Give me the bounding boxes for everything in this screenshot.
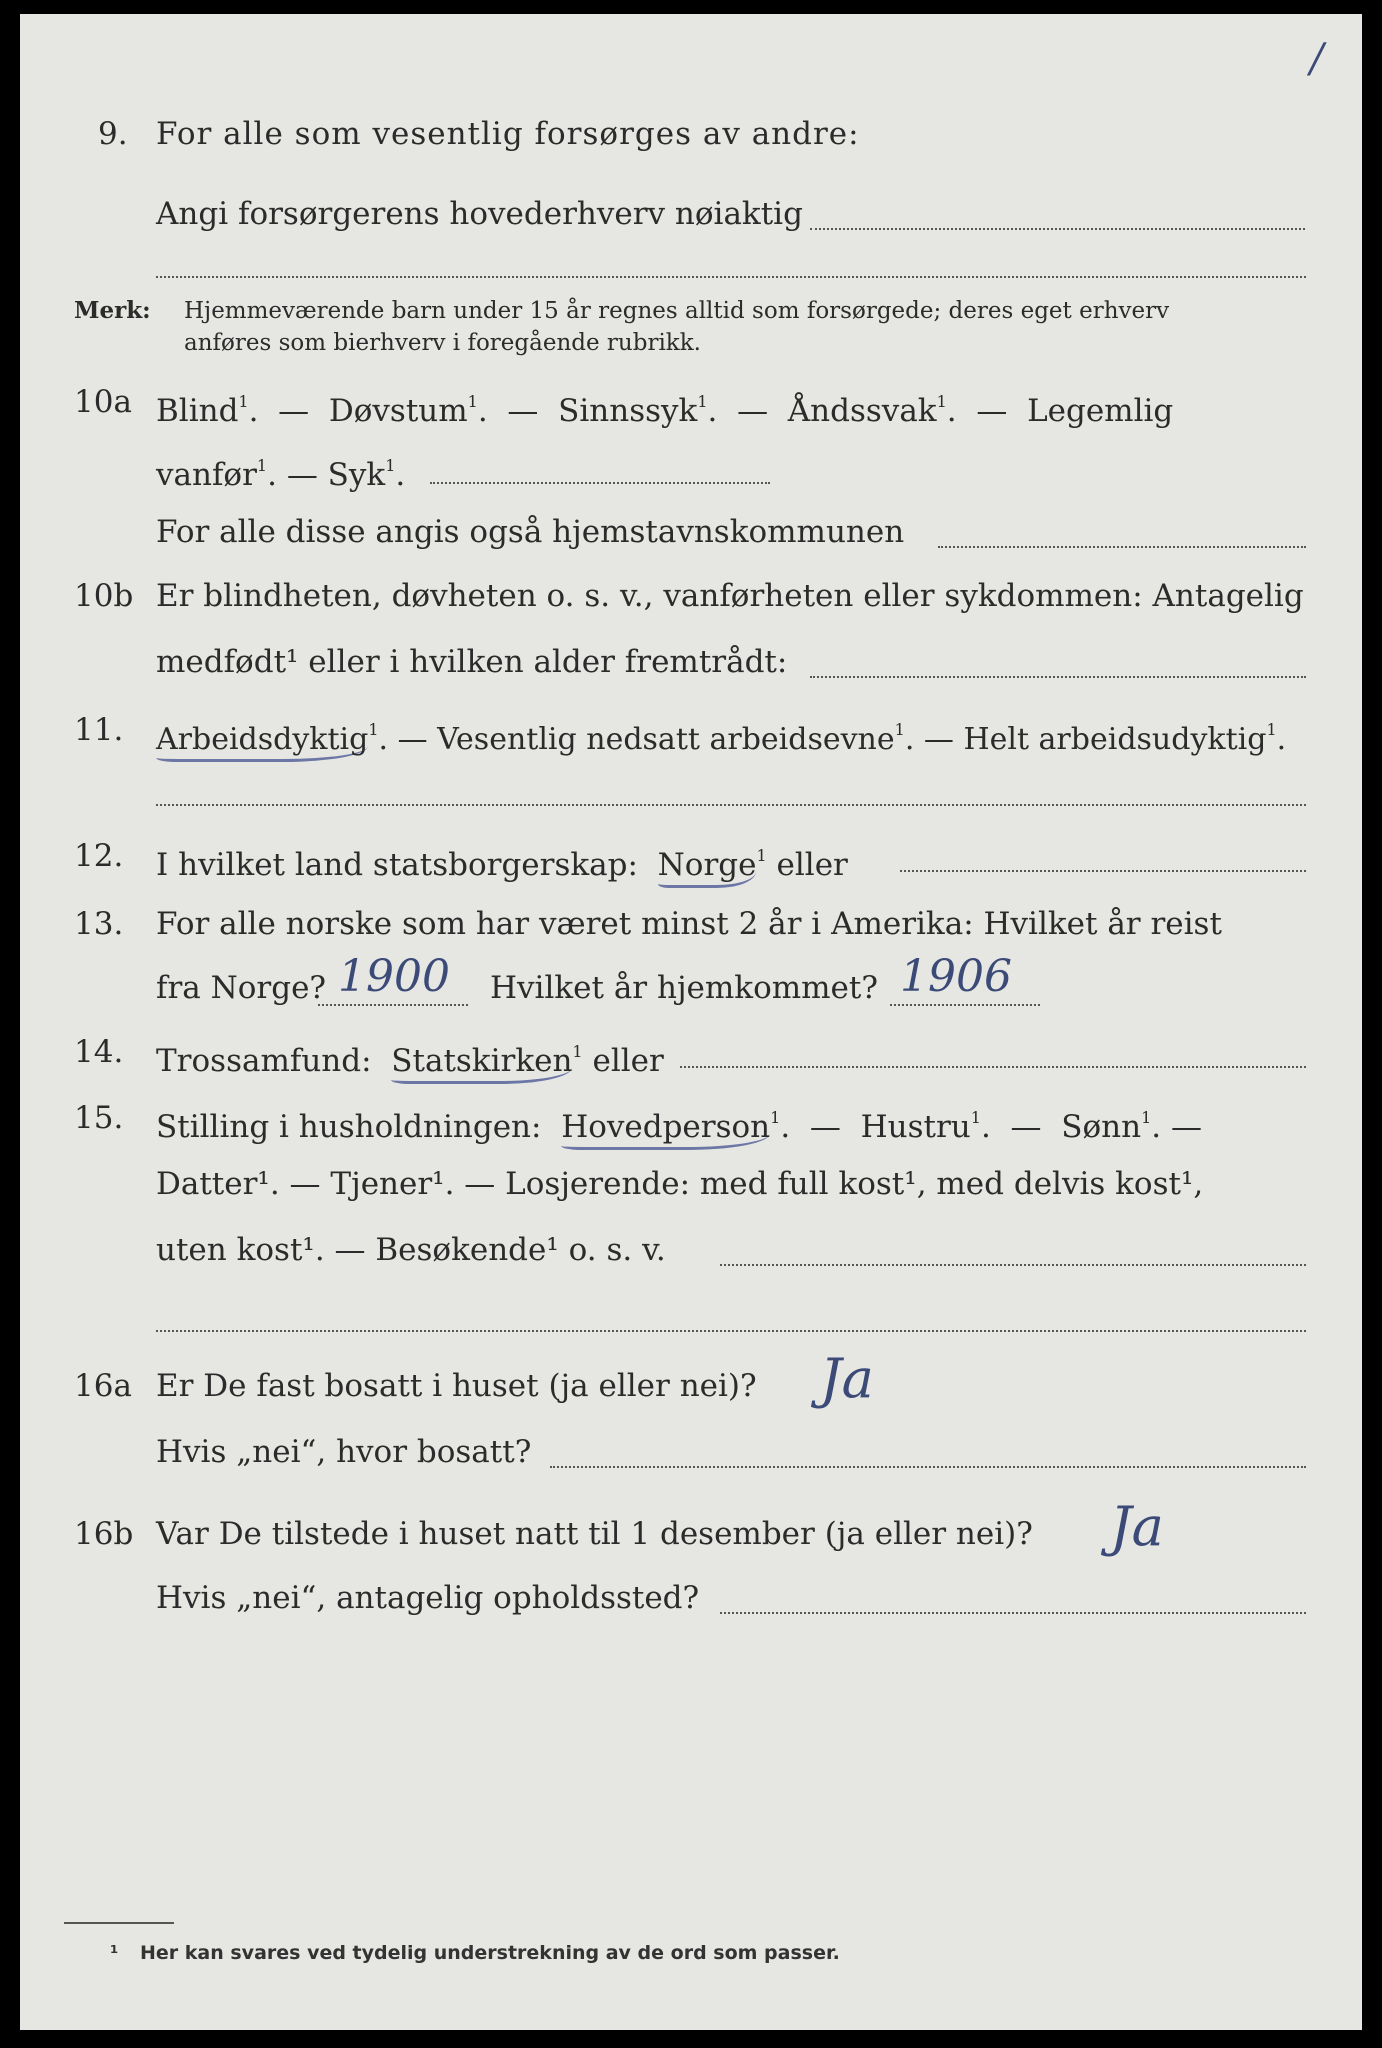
q16a-number: 16a	[74, 1368, 132, 1404]
q15-number: 15.	[74, 1100, 124, 1136]
q12-text: I hvilket land statsborgerskap:	[156, 847, 638, 883]
q15-line2: Datter¹. — Tjener¹. — Losjerende: med full kost¹, med delvis kost¹,	[156, 1166, 1204, 1202]
merk-label: Merk:	[74, 297, 151, 324]
q16b-answer: Ja	[1110, 1495, 1164, 1558]
q15-text: Stilling i husholdningen:	[156, 1109, 542, 1145]
q11-line: Arbeidsdyktig$^1$. — Vesentlig nedsatt arbeidsevne$^1$. — Helt arbeidsudyktig$^1$.	[156, 710, 1286, 760]
q14-text: Trossamfund:	[156, 1043, 372, 1079]
q9-number: 9.	[98, 116, 128, 152]
q13-reist-line[interactable]	[318, 1004, 468, 1006]
q10a-syk-line[interactable]	[430, 482, 770, 484]
footnote-text: Her kan svares ved tydelig understrekning av de ord som passer.	[140, 1942, 840, 1964]
option-vanfor[interactable]: vanfør	[156, 457, 257, 493]
option-helt-udyktig[interactable]: Helt arbeidsudyktig	[963, 722, 1267, 757]
q10a-number: 10a	[74, 384, 132, 420]
q10a-line2: vanfør$^1$. — Syk$^1$.	[156, 456, 406, 493]
q13-hjem-line[interactable]	[890, 1004, 1040, 1006]
q16a-line2: Hvis „nei“, hvor bosatt?	[156, 1434, 532, 1470]
q13-answer-hjem: 1906	[900, 951, 1012, 1002]
q13-number: 13.	[74, 906, 124, 942]
footnote-divider	[64, 1922, 174, 1924]
q9-line2: Angi forsørgerens hovederhverv nøiaktig	[156, 196, 803, 232]
q14-answer-line[interactable]	[680, 1066, 1306, 1068]
option-andssvak[interactable]: Åndssvak	[787, 393, 937, 429]
q10a-line1: Blind$^1$. — Døvstum$^1$. — Sinnssyk$^1$. — Åndssvak$^1$. — Legemlig	[156, 392, 1174, 429]
q12-eller: eller	[776, 847, 848, 883]
option-dovstum[interactable]: Døvstum	[328, 393, 468, 429]
q13-fra-norge: fra Norge?	[156, 970, 327, 1006]
q12-answer-line[interactable]	[900, 870, 1306, 872]
q9-answer-line[interactable]	[810, 228, 1305, 230]
q16a-line1: Er De fast bosatt i huset (ja eller nei)?	[156, 1368, 757, 1404]
q16b-number: 16b	[74, 1516, 134, 1552]
q10a-hjemstavn-line[interactable]	[938, 546, 1306, 548]
q11-answer-line[interactable]	[156, 804, 1306, 806]
option-norge-underlined[interactable]: Norge	[658, 847, 757, 888]
q15-answer-line-2[interactable]	[156, 1330, 1306, 1332]
q10b-answer-line[interactable]	[810, 676, 1306, 678]
option-arbeidsdyktig-underlined[interactable]: Arbeidsdyktig	[156, 722, 368, 762]
q12-line: I hvilket land statsborgerskap: Norge$^1$ eller	[156, 836, 848, 885]
q10b-line2: medfødt¹ eller i hvilken alder fremtrådt:	[156, 644, 788, 680]
q10a-line3: For alle disse angis også hjemstavnskommunen	[156, 514, 905, 550]
q9-line1: For alle som vesentlig forsørges av andre:	[156, 116, 860, 152]
corner-pencil-mark: /	[1310, 36, 1324, 82]
q16a-answer: Ja	[820, 1347, 874, 1410]
footnote-mark: ¹	[110, 1942, 119, 1964]
q10b-line1: Er blindheten, døvheten o. s. v., vanførheten eller sykdommen: Antagelig	[156, 578, 1304, 614]
merk-line1: Hjemmeværende barn under 15 år regnes alltid som forsørgede; deres eget erhverv	[184, 298, 1170, 324]
q9-answer-line-2[interactable]	[156, 276, 1306, 278]
q14-line: Trossamfund: Statskirken$^1$ eller	[156, 1032, 664, 1081]
q13-line1: For alle norske som har været minst 2 år i Amerika: Hvilket år reist	[156, 906, 1222, 942]
option-blind[interactable]: Blind	[156, 393, 239, 429]
q16b-answer-line[interactable]	[720, 1612, 1306, 1614]
q13-hjemkommet: Hvilket år hjemkommet?	[490, 970, 878, 1006]
q10b-number: 10b	[74, 578, 134, 614]
q14-number: 14.	[74, 1034, 124, 1070]
option-vesentlig-nedsatt[interactable]: Vesentlig nedsatt arbeidsevne	[437, 722, 895, 757]
q16b-line2: Hvis „nei“, antagelig opholdssted?	[156, 1580, 700, 1616]
q14-eller: eller	[592, 1043, 664, 1079]
option-sonn[interactable]: Sønn	[1061, 1109, 1142, 1145]
option-hustru[interactable]: Hustru	[860, 1109, 971, 1145]
q15-answer-line[interactable]	[720, 1264, 1306, 1266]
option-sinnssyk[interactable]: Sinnssyk	[558, 393, 698, 429]
q11-number: 11.	[74, 712, 124, 748]
q16a-answer-line[interactable]	[550, 1466, 1306, 1468]
q13-answer-reist: 1900	[338, 951, 450, 1002]
option-syk[interactable]: Syk	[327, 457, 386, 493]
q16b-line1: Var De tilstede i huset natt til 1 desember (ja eller nei)?	[156, 1516, 1033, 1552]
census-form-page	[20, 14, 1362, 2030]
option-hovedperson-underlined[interactable]: Hovedperson	[561, 1109, 770, 1150]
option-statskirken-underlined[interactable]: Statskirken	[391, 1043, 572, 1084]
option-legemlig[interactable]: Legemlig	[1027, 393, 1174, 429]
q12-number: 12.	[74, 838, 124, 874]
merk-line2: anføres som bierhverv i foregående rubrikk.	[184, 330, 701, 356]
q15-line1: Stilling i husholdningen: Hovedperson$^1$. — Hustru$^1$. — Sønn$^1$. —	[156, 1098, 1202, 1147]
q15-line3: uten kost¹. — Besøkende¹ o. s. v.	[156, 1232, 666, 1268]
